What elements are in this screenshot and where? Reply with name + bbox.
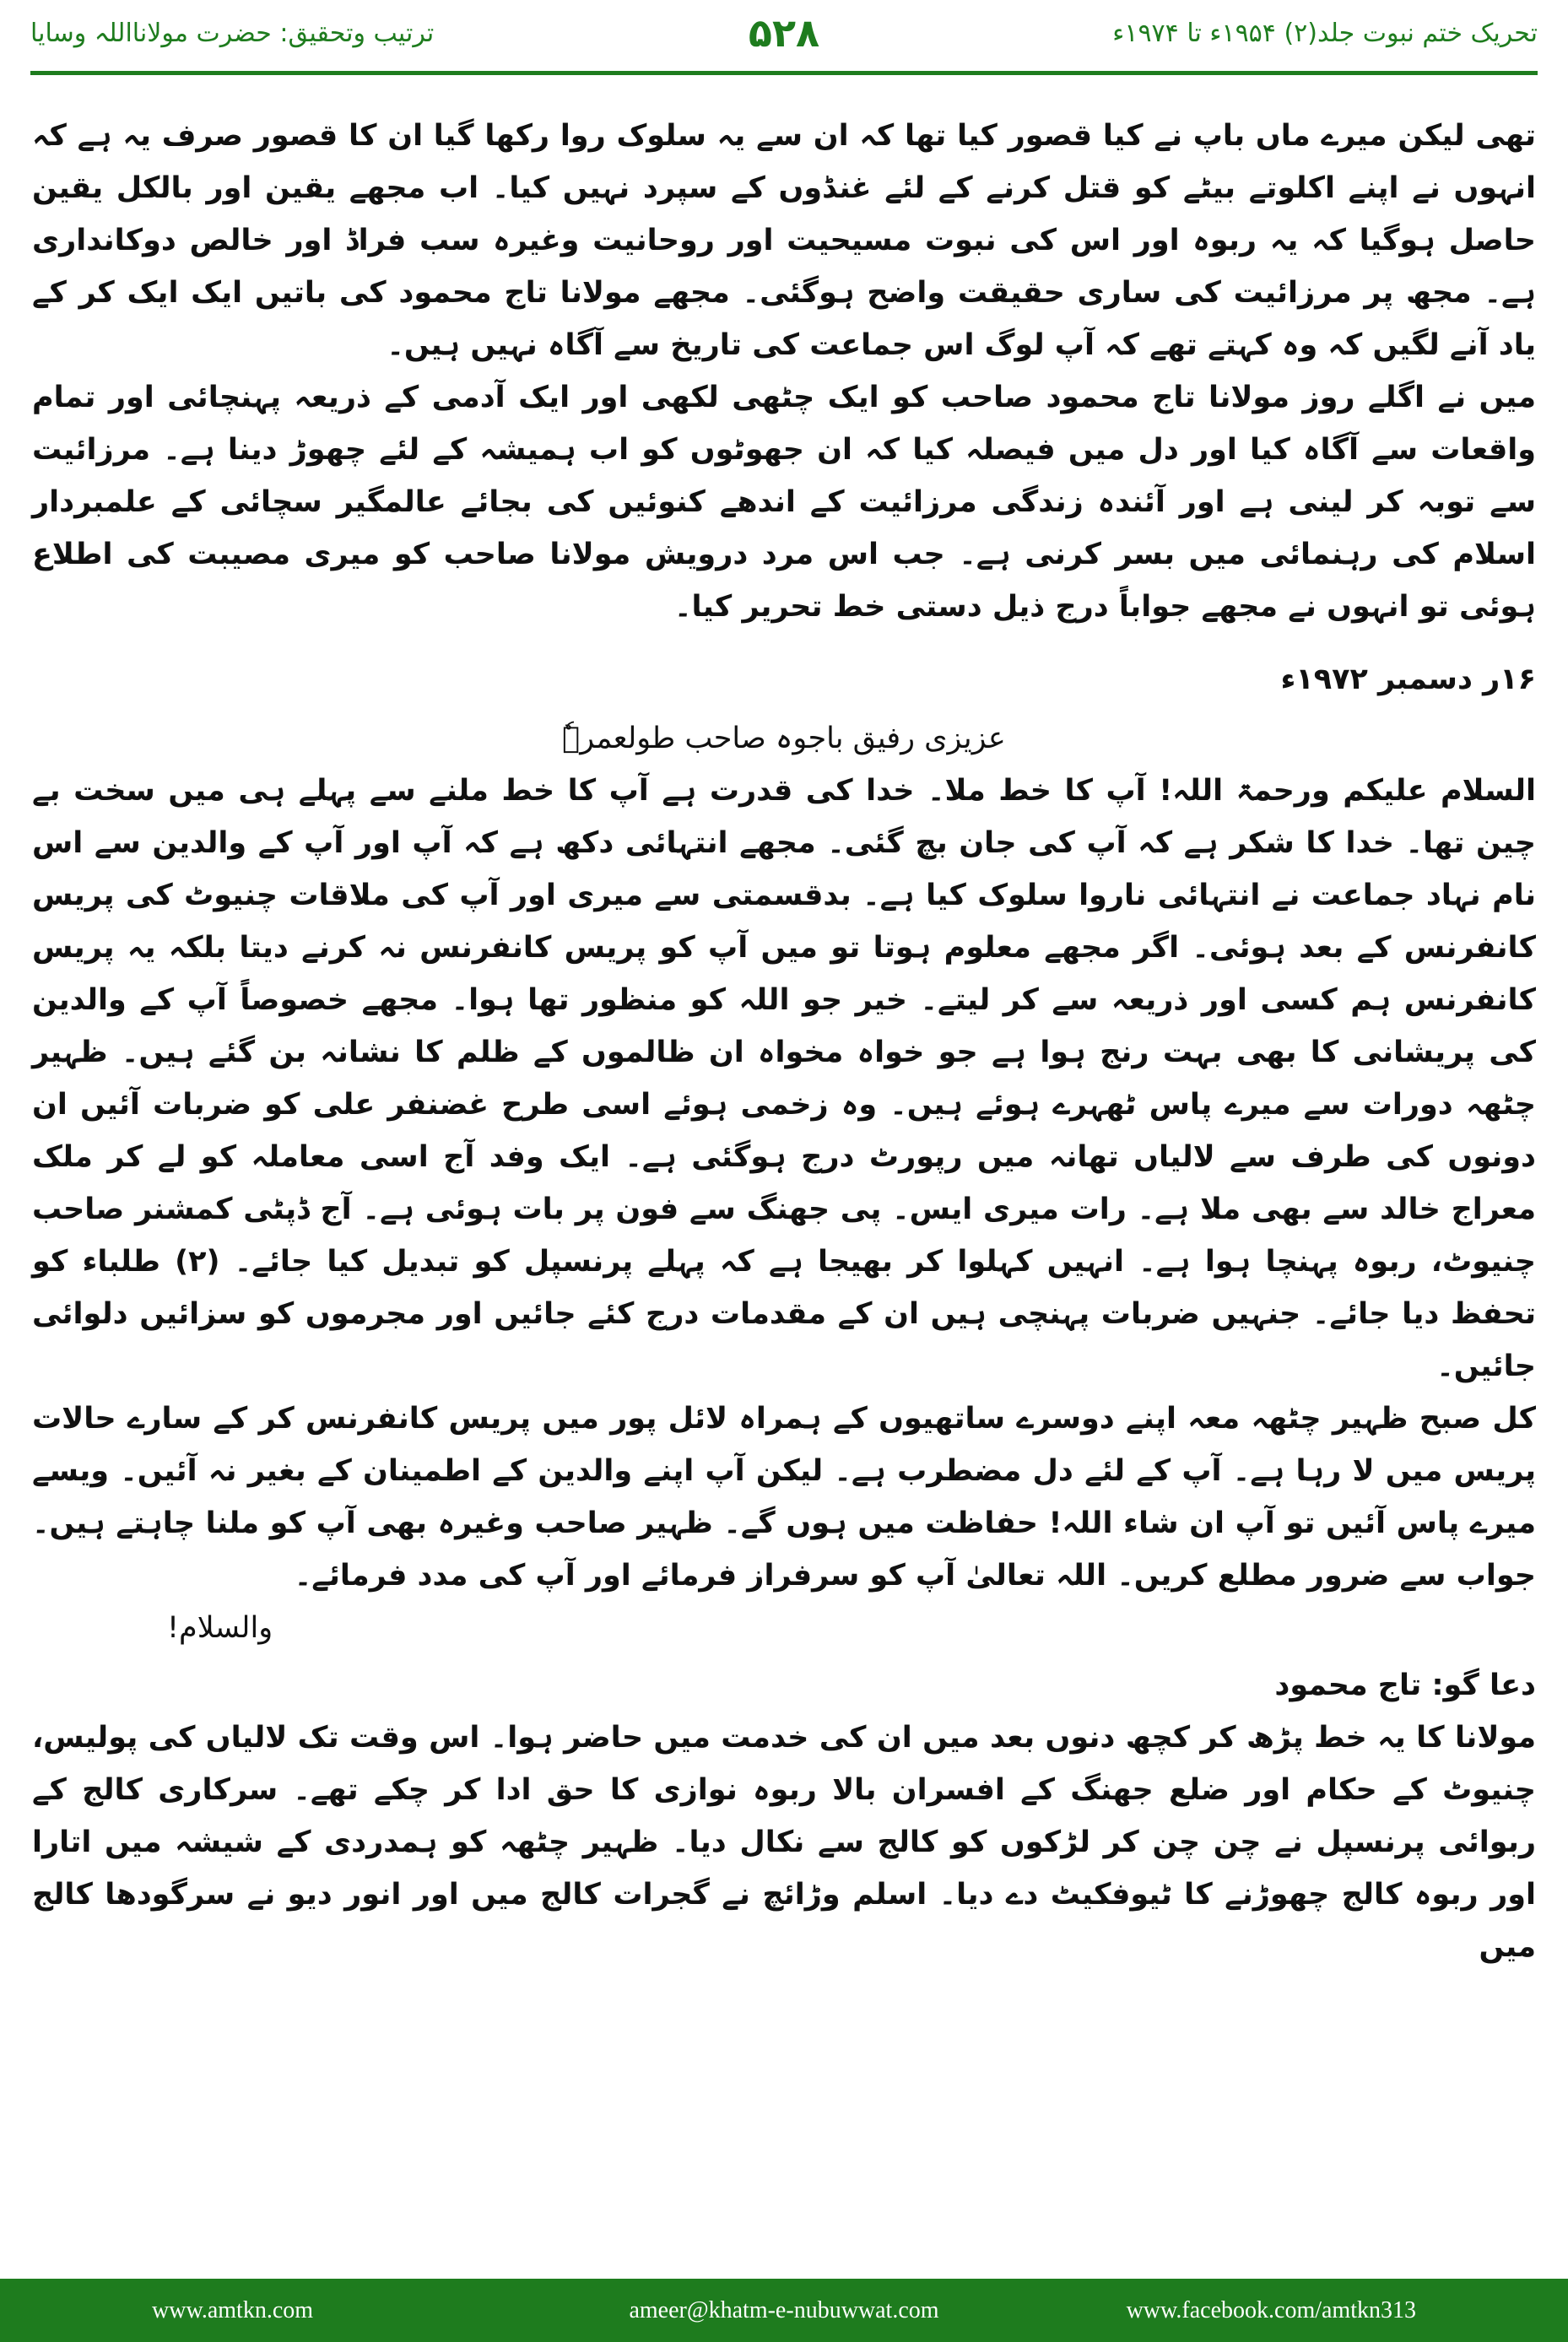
letter-signoff: دعا گو: تاج محمود xyxy=(1274,1669,1536,1702)
letter-date: ۱۶ر دسمبر ۱۹۷۲ء xyxy=(1280,663,1536,696)
letter-paragraph: کل صبح ظہیر چٹھہ معہ اپنے دوسرے ساتھیوں کے ہمراہ لائل پور میں پریس کانفرنس کر کے سارے حالات پریس میں لا رہا ہے۔ آپ کے لئے دل مضطرب ہے۔ لیکن آپ اپنے والدین کے اطمینان کے بغیر نہ آئیں۔ ویسے میرے پاس آئیں تو آپ ان شاء اللہ! حفاظت میں ہوں گے۔ ظہیر صاحب وغیرہ بھی آپ کو ملنا چاہتے ہیں۔ جواب سے ضرور مطلع کریں۔ اللہ تعالیٰ آپ کو سرفراز فرمائے اور آپ کی مدد فرمائے۔ xyxy=(32,1402,1536,1593)
letter-greeting: عزیزی رفیق باجوہ صاحب طولعمرہٗ xyxy=(562,722,1006,755)
header-editor-credit: ترتیب وتحقیق: حضرت مولانااللہ وسایا xyxy=(30,19,435,48)
footer-website-link[interactable]: www.amtkn.com xyxy=(152,2297,314,2323)
footer-facebook-link[interactable]: www.facebook.com/amtkn313 xyxy=(1126,2297,1416,2323)
letter-closing-row xyxy=(32,1602,1536,1654)
letter-salutation: والسلام! xyxy=(167,1611,273,1645)
footer-email-link[interactable]: ameer@khatm-e-nubuwwat.com xyxy=(629,2297,939,2323)
body-paragraph: تھی لیکن میرے ماں باپ نے کیا قصور کیا تھا کہ ان سے یہ سلوک روا رکھا گیا ان کا قصور صرف یہ ہے کہ انہوں نے اپنے اکلوتے بیٹے کو قتل کرنے کے لئے غنڈوں کے سپرد نہیں کیا۔ اب مجھے یقین اور بالکل یقین حاصل ہوگیا کہ یہ ربوہ اور اس کی نبوت مسیحیت اور روحانیت وغیرہ سب فراڈ اور خالص دوکانداری ہے۔ مجھ پر مرزائیت کی ساری حقیقت واضح ہوگئی۔ مجھے مولانا تاج محمود کی باتیں ایک ایک کر کے یاد آنے لگیں کہ وہ کہتے تھے کہ آپ لوگ اس جماعت کی تاریخ سے آگاہ نہیں ہیں۔ xyxy=(32,119,1536,362)
header-divider xyxy=(30,71,1538,75)
letter-paragraph: السلام علیکم ورحمۃ اللہ! آپ کا خط ملا۔ خدا کی قدرت ہے آپ کا خط ملنے سے پہلے ہی میں سخت بے چین تھا۔ خدا کا شکر ہے کہ آپ کی جان بچ گئی۔ مجھے انتہائی دکھ ہے کہ آپ اور آپ کے والدین سے اس نام نہاد جماعت نے انتہائی ناروا سلوک کیا ہے۔ بدقسمتی سے میری اور آپ کی ملاقات چنیوٹ کی پریس کانفرنس کے بعد ہوئی۔ اگر مجھے معلوم ہوتا تو میں آپ کو پریس کانفرنس نہ کرنے دیتا بلکہ یہ پریس کانفرنس ہم کسی اور ذریعہ سے کر لیتے۔ خیر جو اللہ کو منظور تھا ہوا۔ مجھے خصوصاً آپ کے والدین کی پریشانی کا بھی بہت رنج ہوا ہے جو خواہ مخواہ ان ظالموں کے ظلم کا نشانہ بن گئے ہیں۔ ظہیر چٹھہ دورات سے میرے پاس ٹھہرے ہوئے ہیں۔ وہ زخمی ہوئے اسی طرح غضنفر علی کو ضربات آئیں ان دونوں کی طرف سے لالیاں تھانہ میں رپورٹ درج ہوگئی ہے۔ ایک وفد آج اسی معاملہ کو لے کر ملک معراج خالد سے بھی ملا ہے۔ رات میری ایس۔ پی جھنگ سے فون پر بات ہوئی ہے۔ آج ڈپٹی کمشنر صاحب چنیوٹ، ربوہ پہنچا ہوا ہے۔ انہیں کہلوا کر بھیجا ہے کہ پہلے پرنسپل کو تبدیل کیا جائے۔ (۲) طلباء کو تحفظ دیا جائے۔ جنہیں ضربات پہنچی ہیں ان کے مقدمات درج کئے جائیں اور مجرموں کو سزائیں دلوائی جائیں۔ xyxy=(32,774,1536,1383)
header-book-title: تحریک ختم نبوت جلد(۲) ۱۹۵۴ء تا ۱۹۷۴ء xyxy=(1112,19,1538,48)
page-footer xyxy=(0,2279,1568,2342)
page-body xyxy=(32,110,1536,1973)
body-paragraph: میں نے اگلے روز مولانا تاج محمود صاحب کو ایک چٹھی لکھی اور ایک آدمی کے ذریعہ پہنچائی اور تمام واقعات سے آگاہ کیا اور دل میں فیصلہ کیا کہ ان جھوٹوں کو اب ہمیشہ کے لئے چھوڑ دینا ہے۔ مرزائیت سے توبہ کر لینی ہے اور آئندہ زندگی مرزائیت کے اندھے کنوئیں کی بجائے عالمگیر سچائی کے علمبردار اسلام کی رہنمائی میں بسر کرنی ہے۔ جب اس مرد درویش مولانا صاحب کو میری مصیبت کی اطلاع ہوئی تو انہوں نے مجھے جواباً درج ذیل دستی خط تحریر کیا۔ xyxy=(32,381,1536,624)
closing-paragraph: مولانا کا یہ خط پڑھ کر کچھ دنوں بعد میں ان کی خدمت میں حاضر ہوا۔ اس وقت تک لالیاں کی پولیس، چنیوٹ کے حکام اور ضلع جھنگ کے افسران بالا ربوہ نوازی کا حق ادا کر چکے تھے۔ سرکاری کالج کے ربوائی پرنسپل نے چن چن کر لڑکوں کو کالج سے نکال دیا۔ ظہیر چٹھہ کو ہمدردی کے شیشہ میں اتارا اور ربوہ کالج چھوڑنے کا ٹیوفکیٹ دے دیا۔ اسلم وڑائچ نے گجرات کالج میں اور انور دیو نے سرگودھا کالج میں xyxy=(32,1721,1536,1964)
page-header xyxy=(0,0,1568,66)
page-number: ۵۲۸ xyxy=(748,10,820,56)
